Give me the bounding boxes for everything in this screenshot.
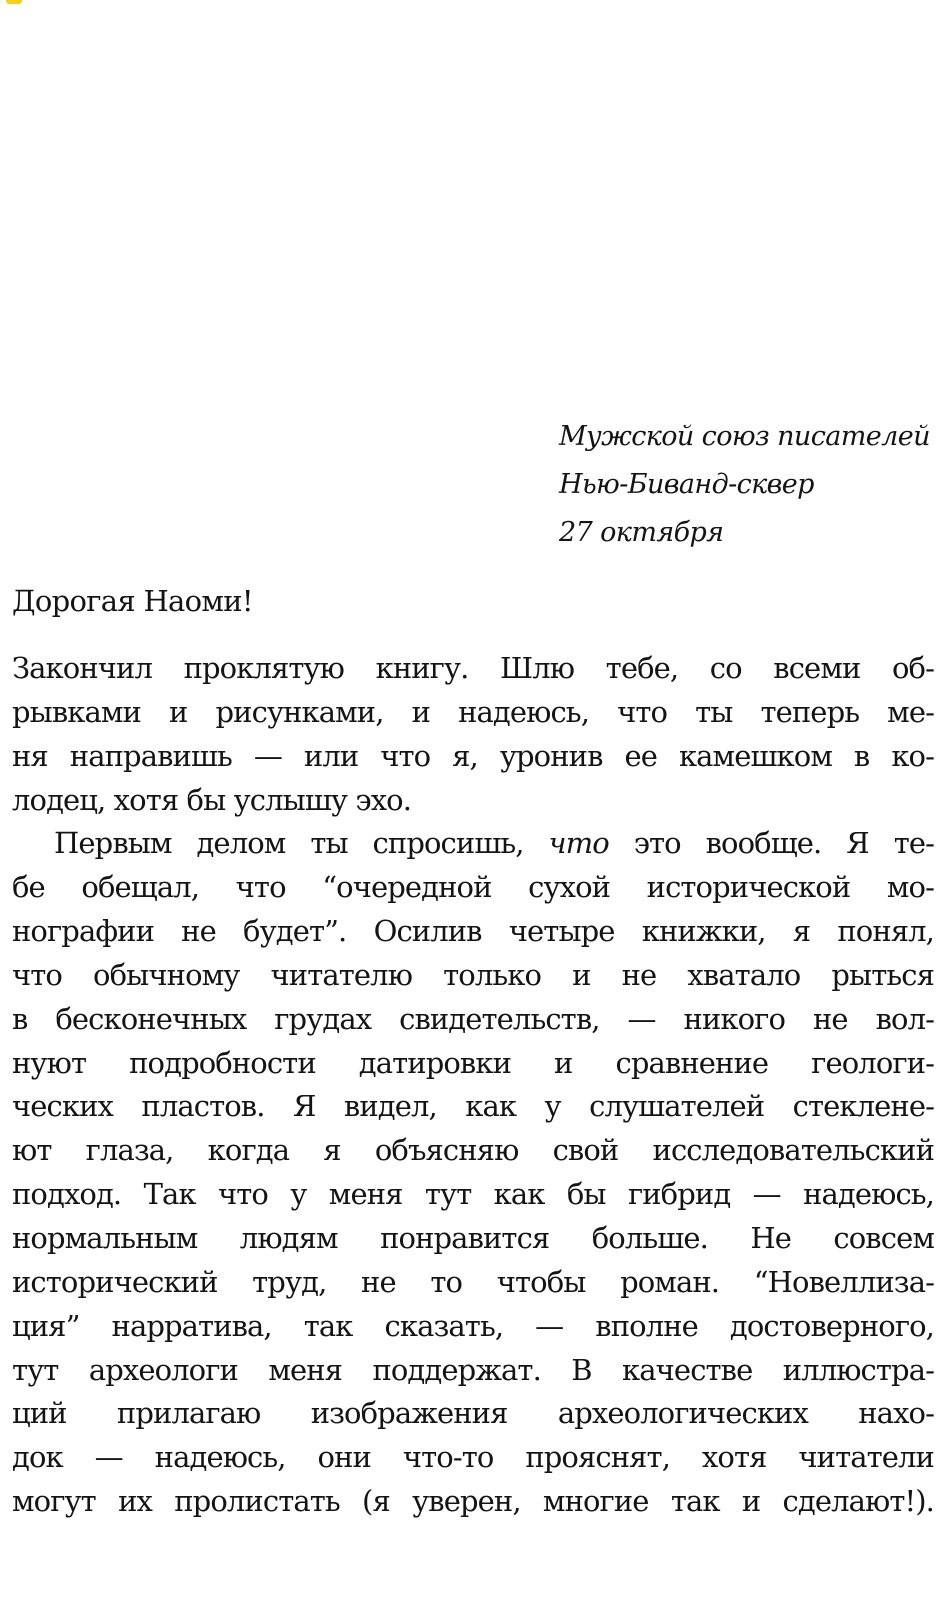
paragraph-1-line: рывками и рисунками, и надеюсь, что ты теперь ме- — [12, 694, 934, 729]
paragraph-2-line: исторический труд, не то чтобы роман. “Новеллиза- — [12, 1264, 934, 1299]
letter-body — [12, 647, 934, 1524]
paragraph-1-line: Закончил проклятую книгу. Шлю тебе, со всеми об- — [12, 651, 934, 685]
paragraph-2-line: нографии не будет”. Осилив четыре книжки, я понял, — [12, 914, 934, 949]
paragraph-2-line: нуют подробности датировки и сравнение геологи- — [12, 1045, 934, 1080]
header-organization: Мужской союз писателей — [559, 421, 930, 452]
paragraph-2-line-start: Первым делом ты спросишь, — [54, 826, 549, 861]
header-address: Нью-Биванд-сквер — [559, 469, 814, 500]
paragraph-2-line: тут археологи меня поддержат. В качестве иллюстра- — [12, 1352, 934, 1387]
paragraph-2-line: нормальным людям понравится больше. Не совсем — [12, 1220, 934, 1255]
paragraph-2-line: в бесконечных грудах свидетельств, — никого не вол- — [12, 1001, 934, 1036]
salutation: Дорогая Наоми! — [12, 584, 253, 618]
paragraph-2-line: ческих пластов. Я видел, как у слушателей стеклене- — [12, 1089, 934, 1124]
corner-highlight-mark — [6, 0, 22, 4]
header-date: 27 октября — [559, 517, 724, 548]
paragraph-2-first-line — [12, 822, 934, 866]
paragraph-1-line: ня направишь — или что я, уронив ее камешком в ко- — [12, 738, 934, 773]
letter-header — [559, 413, 930, 557]
paragraph-2-line: что обычному читателю только и не хватало рыться — [12, 957, 934, 992]
paragraph-2-line: ют глаза, когда я объясняю свой исследовательский — [12, 1133, 934, 1168]
paragraph-2-line: могут их пролистать (я уверен, многие так и сделают!). — [12, 1484, 934, 1519]
paragraph-2-emphasis: что — [548, 826, 609, 861]
paragraph-2-line: док — надеюсь, они что-то прояснят, хотя читатели — [12, 1440, 934, 1475]
paragraph-2-line: ция” нарратива, так сказать, — вполне достоверного, — [12, 1308, 934, 1343]
paragraph-1-line: лодец, хотя бы услышу эхо. — [12, 782, 412, 817]
paragraph-2-line-end: это вообще. Я те- — [608, 826, 934, 861]
paragraph-2-line: ций прилагаю изображения археологических нахо- — [12, 1396, 934, 1431]
paragraph-2-line: бе обещал, что “очередной сухой исторической мо- — [12, 870, 934, 905]
paragraph-2-line: подход. Так что у меня тут как бы гибрид — надеюсь, — [12, 1177, 934, 1212]
